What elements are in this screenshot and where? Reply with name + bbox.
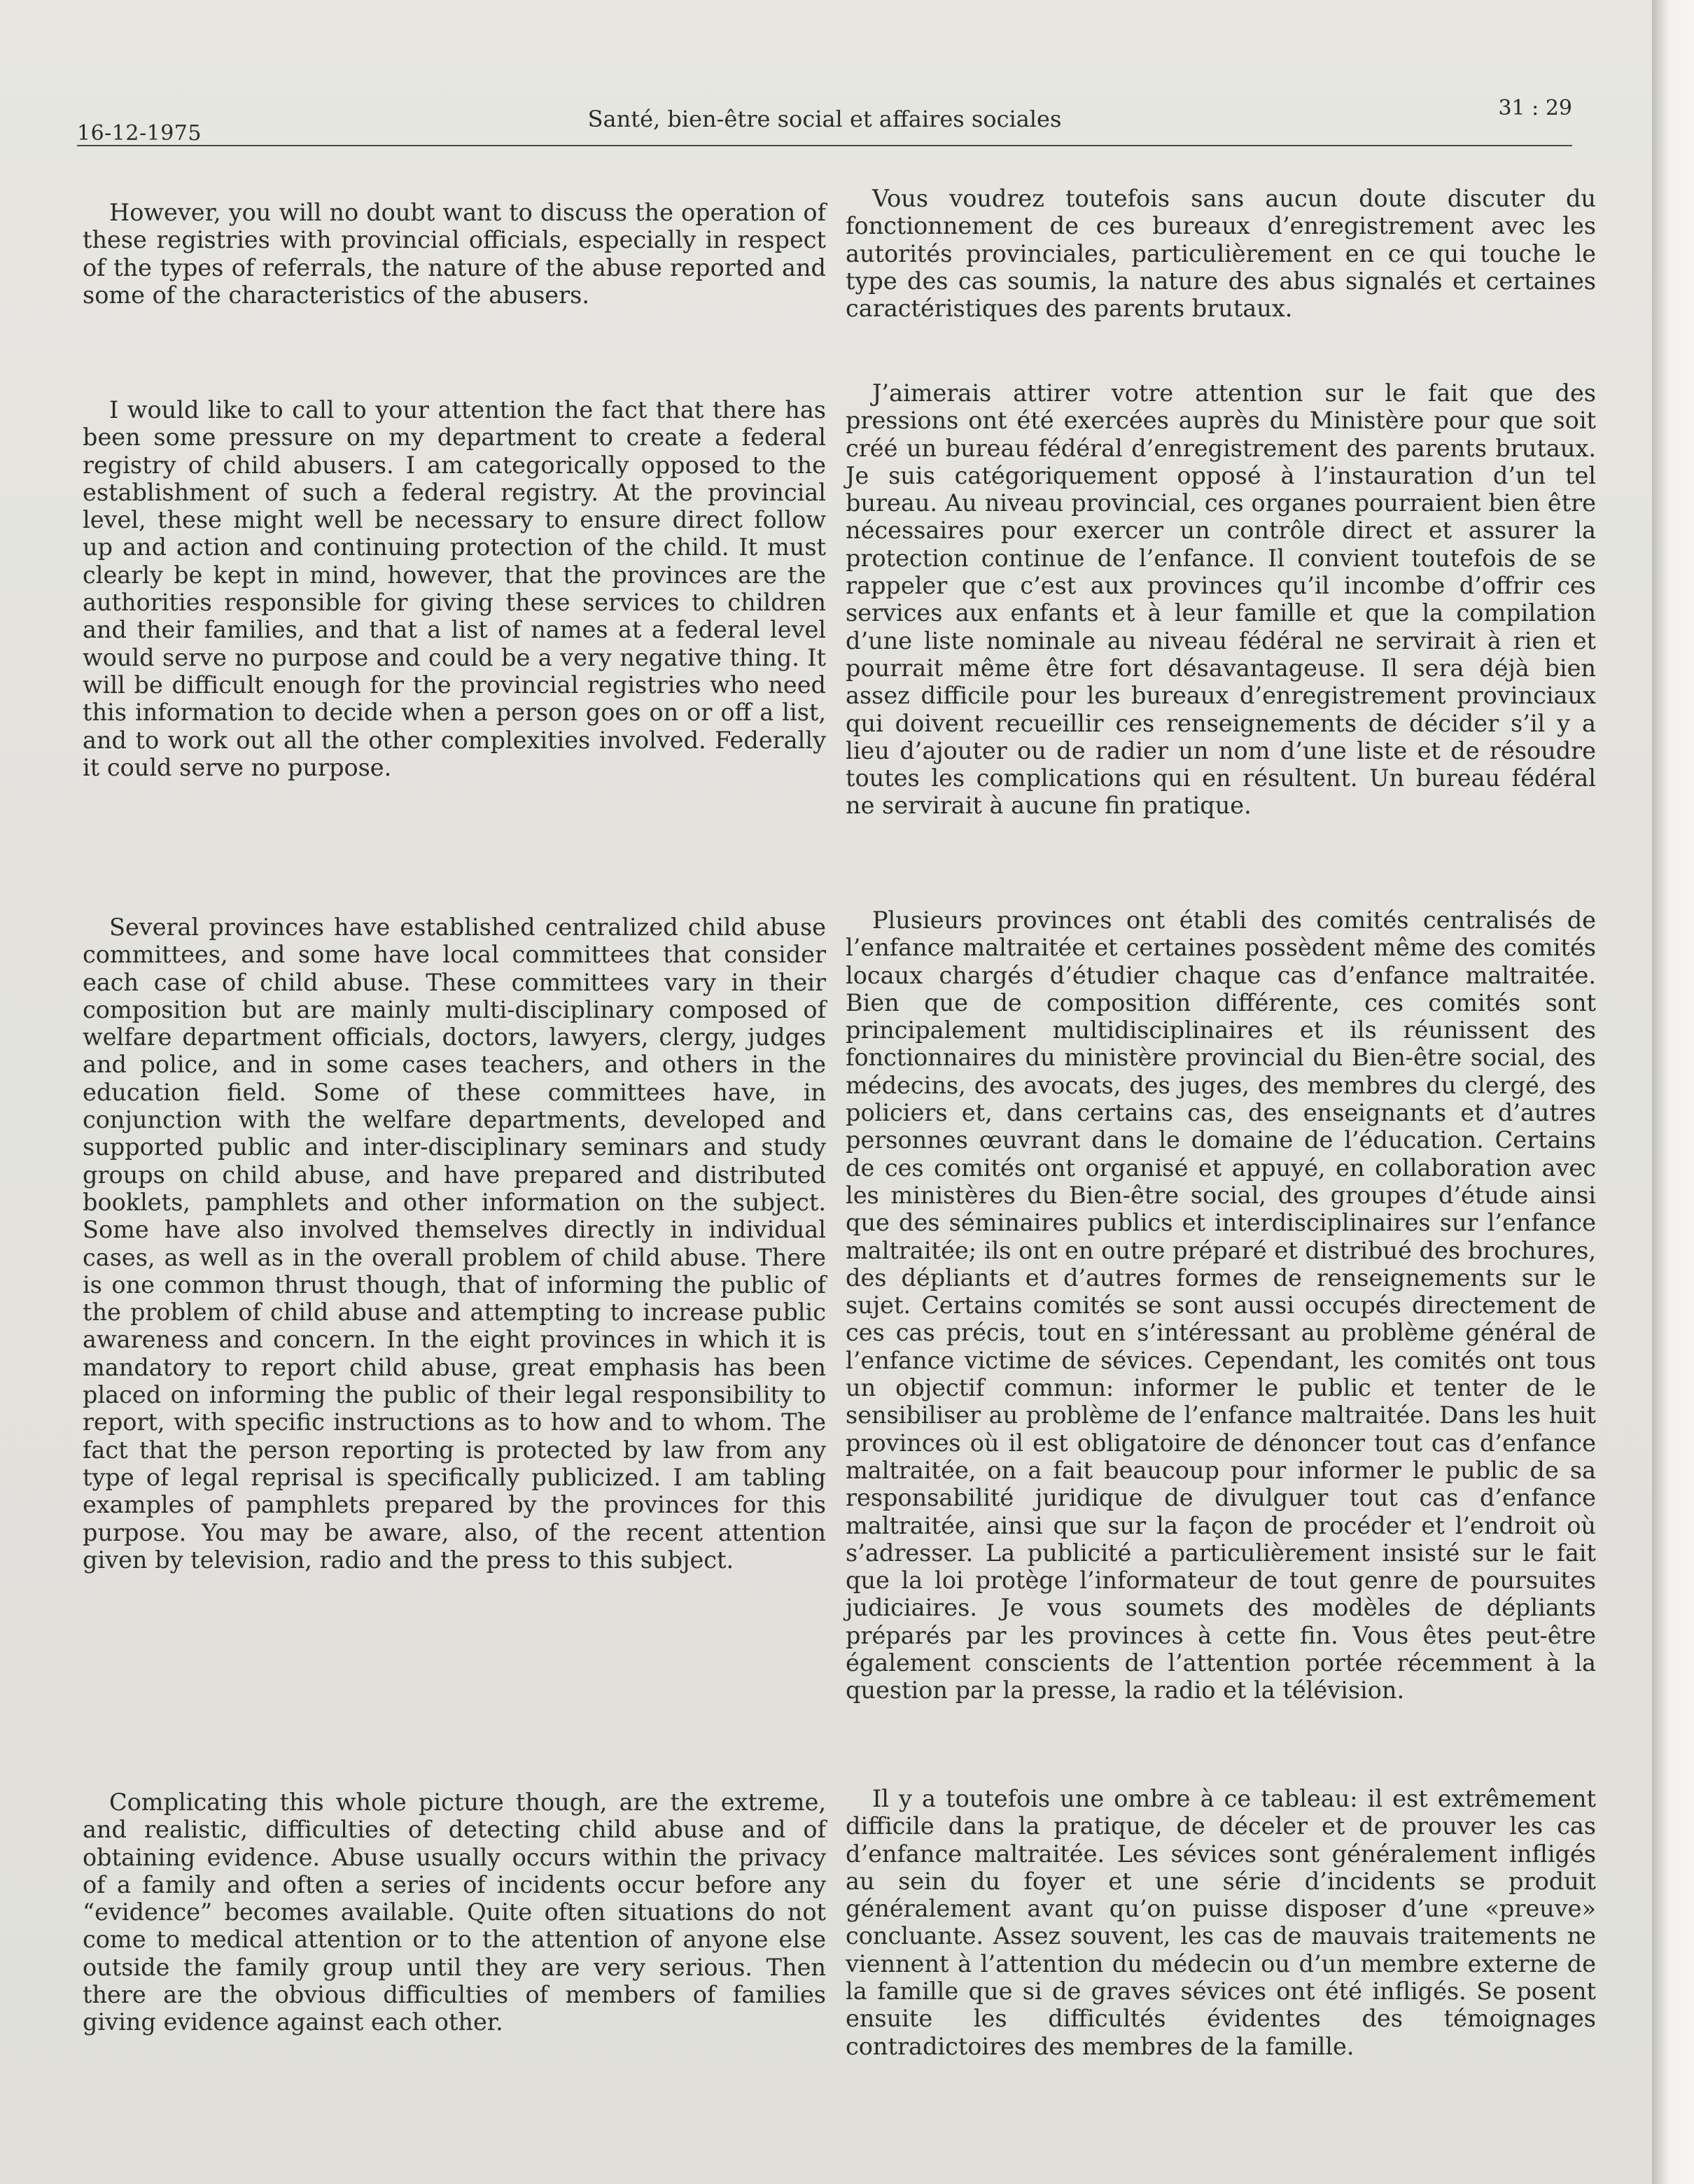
paragraph-en-4 bbox=[83, 1788, 826, 2036]
paragraph-fr-2 bbox=[846, 379, 1596, 820]
paragraph-text: Several provinces have established centralized child abuse committees, and some have local committees that consider each case of child abuse. These committees vary in their composition but are mainly multi-disciplinary composed of welfare department officials, doctors, lawyers, clergy, judges and police, and in some cases teachers, and others in the education field. Some of these committees have, in conjunction with the welfare departments, developed and supported public and inter-disciplinary seminars and study groups on child abuse, and have prepared and distributed booklets, pamphlets and other information on the subject. Some have also involved themselves directly in individual cases, as well as in the overall problem of child abuse. There is one common thrust though, that of informing the public of the problem of child abuse and attempting to increase public awareness and concern. In the eight provinces in which it is mandatory to report child abuse, great emphasis has been placed on informing the public of their legal responsibility to report, with specific instructions as to how and to whom. The fact that the person reporting is protected by law from any type of legal reprisal is specifically publicized. I am tabling examples of pamphlets prepared by the provinces for this purpose. You may be aware, also, of the recent attention given by television, radio and the press to this subject. bbox=[83, 913, 826, 1574]
paragraph-en-2 bbox=[83, 396, 826, 781]
page-header bbox=[77, 94, 1572, 146]
paragraph-text: Plusieurs provinces ont établi des comités centralisés de l’enfance maltraitée et certaines possèdent même des comités locaux chargés d’étudier chaque cas d’enfance maltraitée. Bien que de composition différente, ces comités sont principalement multidisciplinaires et ils réunissent des fonctionnaires du ministère provincial du Bien-être social, des médecins, des avocats, des juges, des membres du clergé, des policiers et, dans certains cas, des enseignants et d’autres personnes œuvrant dans le domaine de l’éducation. Certains de ces comités ont organisé et appuyé, en collaboration avec les ministères du Bien-être social, des groupes d’étude ainsi que des séminaires publics et interdisciplinaires sur l’enfance maltraitée; ils ont en outre préparé et distribué des brochures, des dépliants et d’autres formes de renseignements sur le sujet. Certains comités se sont aussi occupés directement de ces cas précis, tout en s’intéressant au problème général de l’enfance victime de sévices. Cependant, les comités ont tous un objectif commun: informer le public et tenter de le sensibiliser au problème de l’enfance maltraitée. Dans les huit provinces où il est obligatoire de dénoncer tout cas d’enfance maltraitée, on a fait beaucoup pour informer le public de sa responsabilité juridique de divulguer tout cas d’enfance maltraitée, ainsi que sur la façon de procéder et l’endroit où s’adresser. La publicité a particulièrement insisté sur le fait que la loi protège l’informateur de tout genre de poursuites judiciaires. Je vous soumets des modèles de dépliants préparés par les provinces à cette fin. Vous êtes peut-être également conscients de l’attention portée récemment à la question par la presse, la radio et la télévision. bbox=[846, 906, 1596, 1704]
header-title: Santé, bien-être social et affaires sociales bbox=[587, 106, 1062, 132]
paragraph-text: Complicating this whole picture though, are the extreme, and realistic, difficulties of detecting child abuse and of obtaining evidence. Abuse usually occurs within the privacy of a family and often a series of incidents occur before any “evidence” becomes available. Quite often situations do not come to medical attention or to the attention of anyone else outside the family group until they are very serious. Then there are the obvious difficulties of members of families giving evidence against each other. bbox=[83, 1788, 826, 2036]
header-date: 16-12-1975 bbox=[77, 121, 202, 146]
paragraph-fr-3 bbox=[846, 906, 1596, 1704]
paragraph-text: J’aimerais attirer votre attention sur le fait que des pressions ont été exercées auprès du Ministère pour que soit créé un bureau fédéral d’enregistrement des parents brutaux. Je suis catégoriquement opposé à l’instauration d’un tel bureau. Au niveau provincial, ces organes pourraient bien être nécessaires pour exercer un contrôle direct et assurer la protection continue de l’enfance. Il convient toutefois de se rappeler que c’est aux provinces qu’il incombe d’offrir ces services aux enfants et à leur famille et que la compilation d’une liste nominale au niveau fédéral ne servirait à rien et pourrait même être fort désavantageuse. Il sera déjà bien assez difficile pour les bureaux d’enregistrement provinciaux qui doivent recueillir ces renseignements de décider s’il y a lieu d’ajouter ou de radier un nom d’une liste et de résoudre toutes les complications qui en résultent. Un bureau fédéral ne servirait à aucune fin pratique. bbox=[846, 379, 1596, 820]
paragraph-fr-1 bbox=[846, 185, 1596, 322]
paragraph-fr-4 bbox=[846, 1785, 1596, 2060]
paragraph-text: I would like to call to your attention the fact that there has been some pressure on my department to create a federal registry of child abusers. I am categorically opposed to the establishment of such a federal registry. At the provincial level, these might well be necessary to ensure direct follow up and action and continuing protection of the child. It must clearly be kept in mind, however, that the provinces are the authorities responsible for giving these services to children and their families, and that a list of names at a federal level would serve no purpose and could be a very negative thing. It will be difficult enough for the provincial registries who need this information to decide when a person goes on or off a list, and to work out all the other complexities involved. Federally it could serve no purpose. bbox=[83, 396, 826, 781]
header-page-number: 31 : 29 bbox=[1498, 96, 1572, 120]
paragraph-text: Vous voudrez toutefois sans aucun doute discuter du fonctionnement de ces bureaux d’enregistrement avec les autorités provinciales, particulièrement en ce qui touche le type des cas soumis, la nature des abus signalés et certaines caractéristiques des parents brutaux. bbox=[846, 185, 1596, 323]
paragraph-en-1 bbox=[83, 199, 826, 309]
paragraph-text: Il y a toutefois une ombre à ce tableau: il est extrêmement difficile dans la pratique, de déceler et de prouver les cas d’enfance maltraitée. Les sévices sont généralement infligés au sein du foyer et une série d’incidents se produit généralement avant qu’on puisse disposer d’une «preuve» concluante. Assez souvent, les cas de mauvais traitements ne viennent à l’attention du médecin ou d’un membre externe de la famille que si de graves sévices ont été infligés. Se posent ensuite les difficultés évidentes des témoignages contradictoires des membres de la famille. bbox=[846, 1785, 1596, 2060]
paragraph-en-3 bbox=[83, 913, 826, 1574]
page-edge bbox=[1652, 0, 1694, 2184]
paragraph-text: However, you will no doubt want to discuss the operation of these registries with provincial officials, especially in respect of the types of referrals, the nature of the abuse reported and some of the characteristics of the abusers. bbox=[83, 199, 826, 309]
